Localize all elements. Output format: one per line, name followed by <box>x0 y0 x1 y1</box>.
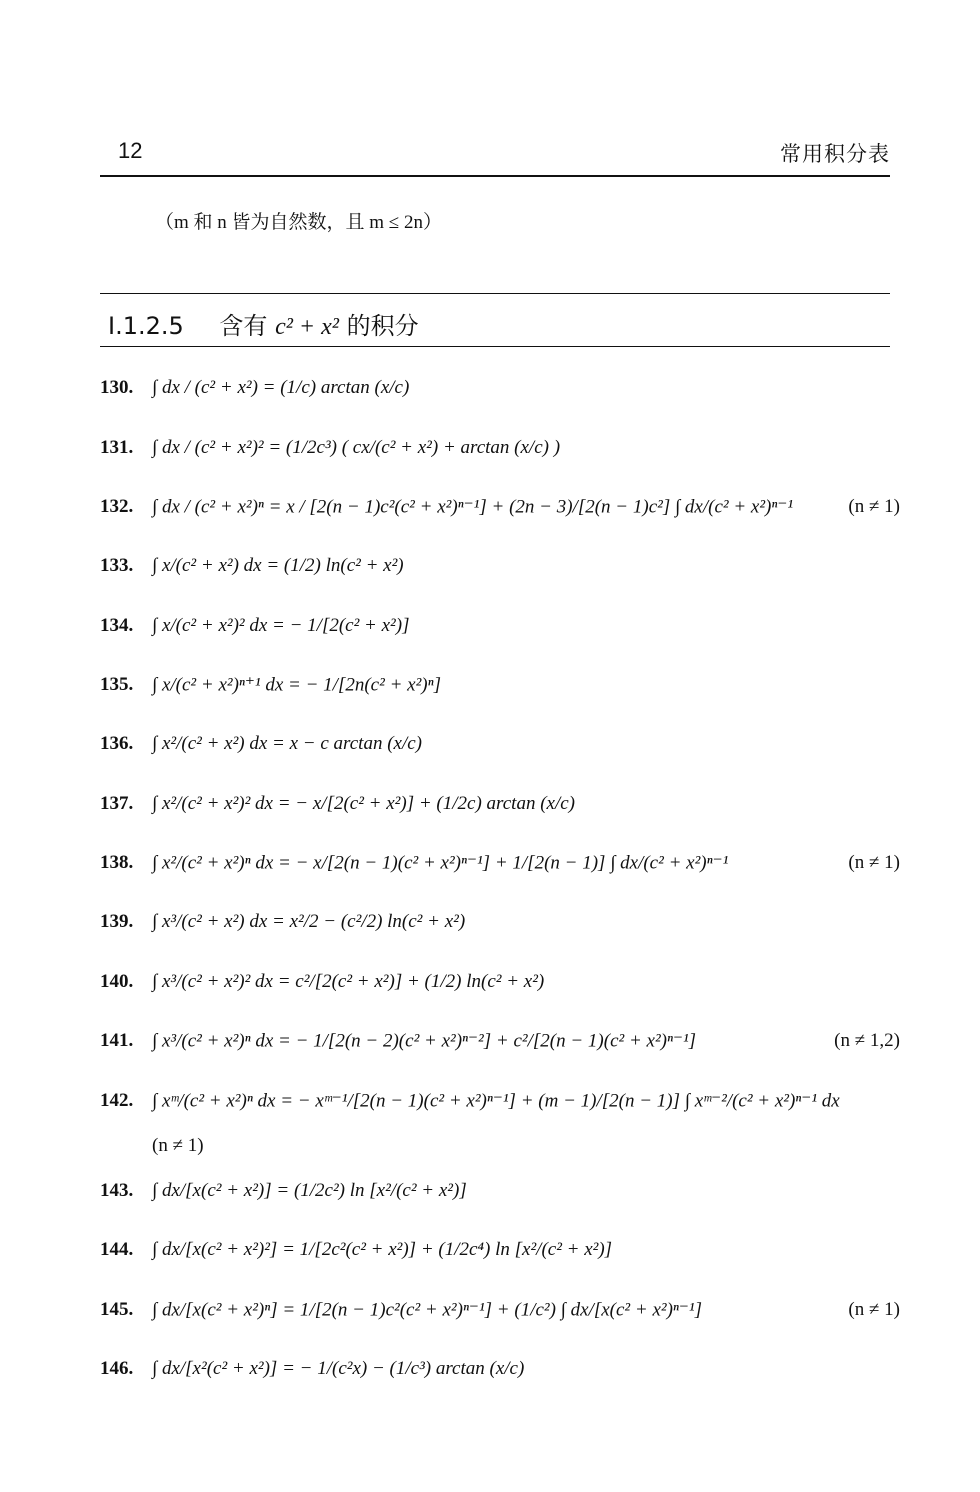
formula-number: 138. <box>100 852 134 873</box>
condition-note: （m 和 n 皆为自然数，且 m ≤ 2n） <box>155 212 442 233</box>
formula-row <box>100 538 900 594</box>
formula-expression: ∫ dx / (c² + x²)² = (1/2c³) ( cx/(c² + x²) + arctan (x/c) ) <box>152 437 561 458</box>
formula-expression: ∫ x/(c² + x²)² dx = − 1/[2(c² + x²)] <box>152 615 410 636</box>
formula-expression: ∫ x²/(c² + x²)ⁿ dx = − x/[2(n − 1)(c² + x²)ⁿ⁻¹] + 1/[2(n − 1)] ∫ dx/(c² + x²)ⁿ⁻¹ <box>152 852 729 874</box>
formula-row <box>100 1073 900 1129</box>
formula-number: 140. <box>100 971 134 992</box>
formula-condition: (n ≠ 1) <box>848 496 900 517</box>
formula-number: 130. <box>100 377 134 398</box>
formula-expression: ∫ x/(c² + x²)ⁿ⁺¹ dx = − 1/[2n(c² + x²)ⁿ] <box>152 674 441 696</box>
formula-number: 146. <box>100 1358 134 1379</box>
formula-number: 133. <box>100 555 134 576</box>
formula-expression: ∫ x³/(c² + x²)² dx = c²/[2(c² + x²)] + (1/2) ln(c² + x²) <box>152 971 545 992</box>
formula-row <box>100 776 900 832</box>
formula-row <box>100 1163 900 1219</box>
formula-expression: ∫ dx / (c² + x²)ⁿ = x / [2(n − 1)c²(c² + x²)ⁿ⁻¹] + (2n − 3)/[2(n − 1)c²] ∫ dx/(c² + x²)ⁿ⁻¹ <box>152 496 794 518</box>
formula-expression: ∫ x/(c² + x²) dx = (1/2) ln(c² + x²) <box>152 555 404 576</box>
formula-number: 136. <box>100 733 134 754</box>
header-rule <box>100 175 890 177</box>
formula-number: 144. <box>100 1239 134 1260</box>
section-text: 的积分 <box>346 312 419 340</box>
formula-row <box>100 598 900 654</box>
formula-number: 135. <box>100 674 134 695</box>
formula-number: 141. <box>100 1030 134 1051</box>
formula-condition: (n ≠ 1) <box>848 1299 900 1320</box>
section-prefix: 含有 <box>219 312 268 340</box>
formula-row <box>100 479 900 535</box>
section-rule-bottom <box>100 346 890 347</box>
formula-expression: ∫ x³/(c² + x²) dx = x²/2 − (c²/2) ln(c² + x²) <box>152 911 466 932</box>
formula-expression: ∫ dx/[x(c² + x²)²] = 1/[2c²(c² + x²)] + (1/2c⁴) ln [x²/(c² + x²)] <box>152 1239 613 1260</box>
formula-number: 139. <box>100 911 134 932</box>
formula-subcondition-row <box>100 1131 900 1161</box>
formula-expression: ∫ dx/[x²(c² + x²)] = − 1/(c²x) − (1/c³) arctan (x/c) <box>152 1358 525 1379</box>
formula-row <box>100 360 900 416</box>
formula-expression: ∫ dx/[x(c² + x²)ⁿ] = 1/[2(n − 1)c²(c² + x²)ⁿ⁻¹] + (1/c²) ∫ dx/[x(c² + x²)ⁿ⁻¹] <box>152 1299 703 1321</box>
formula-expression: ∫ xᵐ/(c² + x²)ⁿ dx = − xᵐ⁻¹/[2(n − 1)(c² + x²)ⁿ⁻¹] + (m − 1)/[2(n − 1)] ∫ xᵐ⁻²/(c² + x²)ⁿ⁻¹ dx <box>152 1090 840 1112</box>
formula-condition: (n ≠ 1,2) <box>834 1030 900 1051</box>
book-title: 常用积分表 <box>780 142 890 166</box>
formula-number: 134. <box>100 615 134 636</box>
section-rule-top <box>100 293 890 294</box>
formula-row <box>100 835 900 891</box>
formula-row <box>100 1341 900 1397</box>
formula-number: 142. <box>100 1090 134 1111</box>
formula-row <box>100 420 900 476</box>
formula-row <box>100 1282 900 1338</box>
formula-expression: ∫ dx/[x(c² + x²)] = (1/2c²) ln [x²/(c² + x²)] <box>152 1180 467 1201</box>
formula-row <box>100 657 900 713</box>
formula-expression: ∫ dx / (c² + x²) = (1/c) arctan (x/c) <box>152 377 410 398</box>
formula-number: 132. <box>100 496 134 517</box>
formula-number: 131. <box>100 437 134 458</box>
formula-row <box>100 954 900 1010</box>
formula-condition: (n ≠ 1) <box>848 852 900 873</box>
formula-number: 145. <box>100 1299 134 1320</box>
formula-number: 143. <box>100 1180 134 1201</box>
formula-expression: ∫ x²/(c² + x²)² dx = − x/[2(c² + x²)] + (1/2c) arctan (x/c) <box>152 793 575 814</box>
formula-row <box>100 716 900 772</box>
formula-row <box>100 1013 900 1069</box>
section-number: Ⅰ.1.2.5 <box>108 312 184 340</box>
formula-row <box>100 894 900 950</box>
section-heading <box>108 306 419 341</box>
formula-subcondition: (n ≠ 1) <box>152 1135 204 1156</box>
formula-expression: ∫ x²/(c² + x²) dx = x − c arctan (x/c) <box>152 733 422 754</box>
formula-row <box>100 1222 900 1278</box>
formula-expression: ∫ x³/(c² + x²)ⁿ dx = − 1/[2(n − 2)(c² + x²)ⁿ⁻²] + c²/[2(n − 1)(c² + x²)ⁿ⁻¹] <box>152 1030 697 1052</box>
section-math: c² + x² <box>275 314 339 340</box>
formula-number: 137. <box>100 793 134 814</box>
page-number: 12 <box>118 138 143 163</box>
